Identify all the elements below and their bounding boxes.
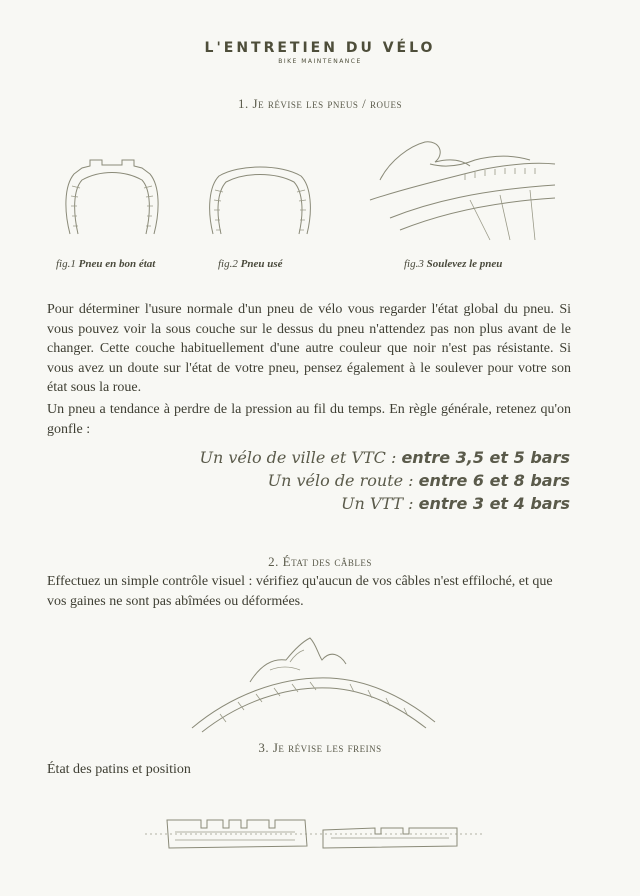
pressure-road: Un vélo de route : entre 6 et 8 bars (267, 471, 570, 490)
cables-paragraph: Effectuez un simple contrôle visuel : vérifiez qu'aucun de vos câbles n'est effiloché, et que vos gaines ne sont pas abîmées ou déformées. (47, 574, 553, 609)
lift-tire-icon (370, 140, 560, 250)
brakes-paragraph: État des patins et position (47, 762, 191, 777)
tire-pressure-intro: Un pneu a tendance à perdre de la pression au fil du temps. En règle générale, retenez qu'on gonfle : (47, 402, 571, 437)
cable-hand-icon (190, 636, 440, 736)
figure-caption-1: fig.1 Pneu en bon état (56, 258, 156, 270)
tire-worn-icon (205, 160, 315, 236)
pressure-city: Un vélo de ville et VTC : entre 3,5 et 5 bars (199, 448, 570, 467)
tire-wear-paragraph: Pour déterminer l'usure normale d'un pneu de vélo vous regarder l'état global du pneu. Si vous pouvez voir la sous couche sur le dessus du pneu n'attendez pas non plus avant de le changer. Cette couche habituellement d'une autre couleur que noir n'est pas résistante. Si vous avez un doute sur l'état de votre pneu, pensez également à le soulever pour votre son état sous la roue. (47, 302, 571, 395)
figure-caption-3: fig.3 Soulevez le pneu (404, 258, 503, 270)
brake-pads-icon (145, 810, 485, 858)
tire-good-icon (60, 156, 170, 236)
figure-caption-2: fig.2 Pneu usé (218, 258, 283, 270)
page-title: L'ENTRETIEN DU VÉLO (204, 40, 436, 56)
page-subtitle: BIKE MAINTENANCE (278, 58, 362, 65)
pressure-mtb: Un VTT : entre 3 et 4 bars (341, 494, 570, 513)
section-heading-cables: 2. État des câbles (268, 554, 372, 569)
section-heading-brakes: 3. Je révise les freins (258, 740, 382, 755)
section-heading-tires: 1. Je révise les pneus / roues (238, 96, 402, 111)
